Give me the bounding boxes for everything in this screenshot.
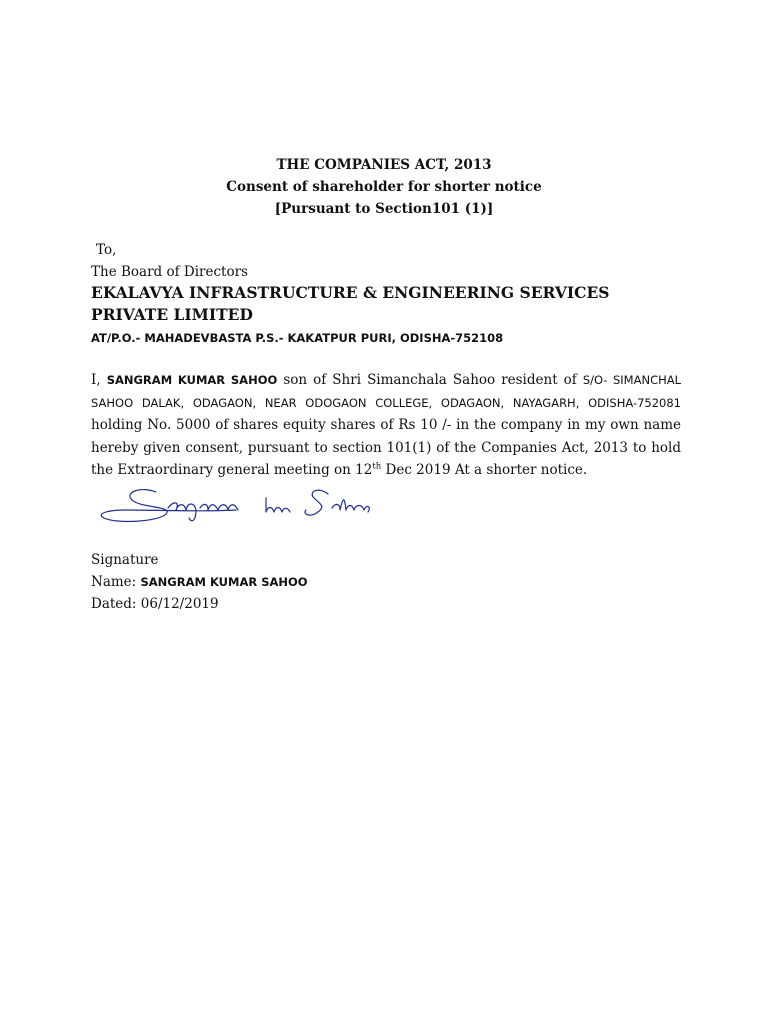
para-text-1: son of Shri Simanchala Sahoo resident of — [283, 372, 577, 388]
name-line — [91, 574, 308, 590]
act-title: THE COMPANIES ACT, 2013 — [276, 157, 492, 173]
board-of-directors: The Board of Directors — [91, 264, 248, 280]
salutation-to: To, — [96, 242, 117, 258]
para-text-2: holding No. 5000 of shares equity shares of Rs 10 /- in the company in my own name hereby given consent, pursuant to section 101(1) of the Companies Act, 2013 to hold the Extraordinary general meeting on 12 — [91, 417, 681, 478]
shareholder-name: SANGRAM KUMAR SAHOO — [106, 373, 278, 387]
signature-label: Signature — [91, 552, 159, 568]
date-superscript: th — [372, 461, 382, 472]
dated-line — [91, 596, 219, 612]
company-name: EKALAVYA INFRASTRUCTURE & ENGINEERING SERVICES PRIVATE LIMITED — [91, 283, 610, 324]
para-text-3: Dec 2019 At a shorter notice. — [385, 462, 588, 478]
para-prefix: I, — [91, 372, 101, 388]
residence-address: S/O- SIMANCHAL SAHOO DALAK, ODAGAON, NEAR ODOGAON COLLEGE, ODAGAON, NAYAGARH, ODISHA-752081 — [91, 373, 682, 410]
dated-label: Dated: — [91, 596, 137, 612]
company-address: AT/P.O.- MAHADEVBASTA P.S.- KAKATPUR PURI, ODISHA-752108 — [91, 331, 504, 345]
section-reference: [Pursuant to Section101 (1)] — [274, 201, 494, 217]
name-value: SANGRAM KUMAR SAHOO — [140, 575, 308, 589]
document-subtitle: Consent of shareholder for shorter notice — [226, 179, 542, 195]
handwritten-signature — [96, 480, 376, 546]
consent-paragraph — [91, 369, 681, 482]
dated-value: 06/12/2019 — [140, 596, 219, 612]
name-label: Name: — [91, 574, 137, 590]
